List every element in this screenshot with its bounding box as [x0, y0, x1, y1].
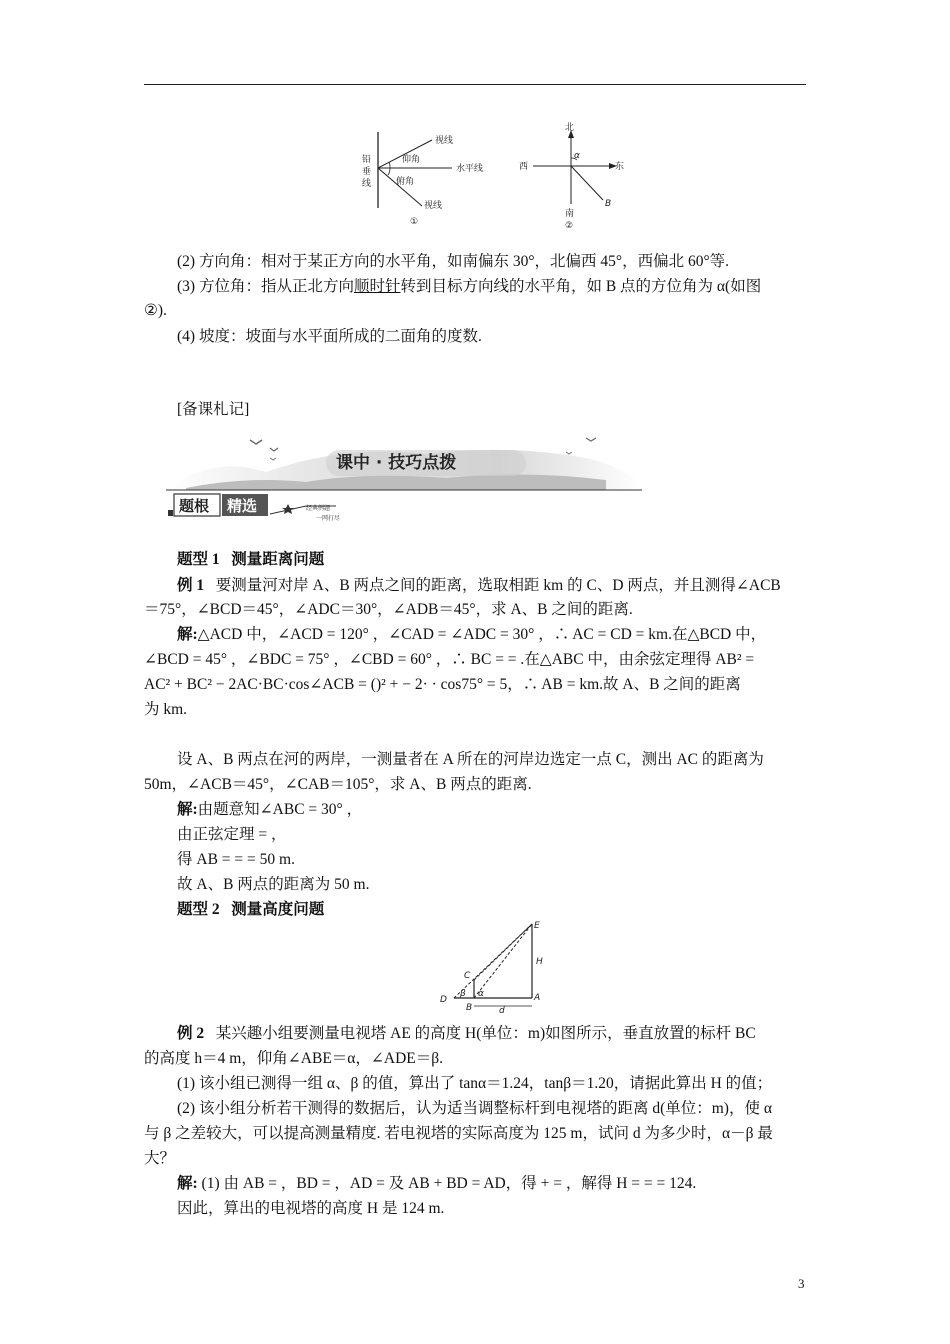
ex2-s1-text: (1) 由 AB = ，BD = ，AD = 及 AB + BD = AD，得 + = ，解得 H = = = 124.: [201, 1175, 697, 1192]
fig3-beta: β: [460, 989, 466, 999]
azimuth-text-1: (3) 方位角：指从正北方向: [177, 278, 354, 295]
ex2-sol-label: 解:: [177, 1175, 198, 1192]
para-azimuth-cont: ②).: [144, 302, 167, 319]
ex2-q1: [144, 1022, 847, 1046]
banner-title: 课中 · 技巧点拨: [336, 453, 457, 473]
ex1-q1-text: 要测量河对岸 A、B 两点之间的距离，选取相距 km 的 C、D 两点，并且测得∠ACB: [215, 577, 781, 594]
fig3-b: B: [466, 1003, 473, 1013]
ex2-q1-text: 某兴趣小组要测量电视塔 AE 的高度 H(单位：m)如图所示，垂直放置的标杆 BC: [215, 1025, 756, 1042]
ex2-q6: 大？: [144, 1150, 176, 1167]
banner-small-2: 一网打尽: [316, 515, 341, 522]
ex2-s1: [144, 1172, 847, 1196]
azimuth-underlined: 顺时针: [353, 278, 401, 295]
notes-label: [备课札记]: [177, 401, 250, 418]
page-number: 3: [798, 1276, 805, 1291]
fig3-h: H: [536, 957, 543, 967]
fig3-c: C: [464, 971, 471, 981]
ex1-s4: 为 km.: [144, 701, 188, 718]
para-azimuth: [144, 275, 847, 299]
fig3-a: A: [534, 993, 541, 1003]
type2-label: 题型 2: [177, 901, 220, 918]
banner-tag-a: 题根: [179, 497, 210, 515]
fig2-b: B: [605, 199, 612, 209]
fig1-number: ①: [410, 217, 419, 227]
fig2-north: 北: [565, 123, 575, 133]
fig3-alpha: α: [478, 989, 484, 999]
banner-small-1: 经典例题: [306, 505, 331, 512]
fig1-vertical-2: 垂: [362, 167, 372, 177]
section-banner: [166, 424, 642, 524]
type1-heading: [144, 548, 847, 572]
ex1-s1-text: △ACD 中，∠ACD = 120° ，∠CAD = ∠ADC = 30° ，∴ AC = CD = km.在△BCD 中，: [197, 626, 767, 643]
figure-elevation-depression: [360, 128, 510, 230]
ex2-s2: 因此，算出的电视塔的高度 H 是 124 m.: [177, 1200, 445, 1217]
fig1-sight-bottom: 视线: [424, 201, 443, 211]
ex1-s2: ∠BCD = 45° ，∠BDC = 75° ，∠CBD = 60° ，∴ BC = = .在△ABC 中，由余弦定理得 AB² =: [144, 651, 755, 668]
figure-tower: [436, 916, 556, 1014]
ex1-s1: [144, 623, 847, 647]
var1-s1: [144, 798, 847, 822]
ex2-q3: (1) 该小组已测得一组 α、β 的值，算出了 tanα＝1.24，tanβ＝1.20，请据此算出 H 的值；: [177, 1075, 773, 1092]
fig3-d-length: d: [499, 1006, 505, 1014]
fig2-east: 东: [615, 162, 625, 172]
banner-tag-b: 精选: [227, 497, 258, 515]
fig2-number: ②: [565, 221, 574, 231]
ex1-q2: ＝75°，∠BCD＝45°，∠ADC＝30°，∠ADB＝45°，求 A、B 之间的距离.: [144, 601, 633, 618]
var1-s4: 故 A、B 两点的距离为 50 m.: [177, 876, 370, 893]
var1-s1-text: 由题意知∠ABC = 30° ，: [197, 801, 363, 818]
figure-compass: [515, 120, 635, 234]
type2-title: 测量高度问题: [231, 901, 325, 918]
fig1-vertical-3: 线: [362, 179, 372, 189]
ex1-q1: [144, 574, 847, 598]
fig1-sight-top: 视线: [435, 136, 454, 146]
var1-q1: 设 A、B 两点在河的两岸，一测量者在 A 所在的河岸边选定一点 C，测出 AC 的距离为: [177, 751, 764, 768]
fig1-vertical-1: 铅: [362, 155, 372, 165]
ex2-label: 例 2: [177, 1025, 205, 1042]
ex1-s3: AC² + BC² − 2AC·BC·cos∠ACB = ()² + − 2· · cos75° = 5，∴ AB = km.故 A、B 之间的距离: [144, 676, 741, 693]
fig2-west: 西: [519, 162, 529, 172]
var1-s3: 得 AB = = = 50 m.: [177, 851, 295, 868]
fig1-depression: 俯角: [396, 177, 415, 187]
header-rule: [144, 84, 806, 85]
var1-s2: 由正弦定理 = ，: [177, 826, 287, 843]
ex2-q2: 的高度 h＝4 m，仰角∠ABE＝α，∠ADE＝β.: [144, 1050, 444, 1067]
fig3-d-point: D: [440, 995, 447, 1005]
type1-label: 题型 1: [177, 551, 220, 568]
ex1-sol-label: 解:: [177, 626, 198, 643]
fig2-alpha: α: [574, 151, 580, 161]
var1-sol-label: 解:: [177, 801, 198, 818]
ex2-q4: (2) 该小组分析若干测得的数据后，认为适当调整标杆到电视塔的距离 d(单位：m)，使 α: [177, 1100, 772, 1117]
para-slope: (4) 坡度：坡面与水平面所成的二面角的度数.: [177, 328, 482, 345]
fig3-e: E: [534, 921, 540, 931]
fig1-horizontal: 水平线: [456, 164, 484, 174]
para-direction-angle: (2) 方向角：相对于某正方向的水平角，如南偏东 30°，北偏西 45°，西偏北 60°等.: [177, 253, 730, 270]
ex1-label: 例 1: [177, 577, 205, 594]
ex2-q5: 与 β 之差较大，可以提高测量精度. 若电视塔的实际高度为 125 m，试问 d 为多少时，α－β 最: [144, 1125, 773, 1142]
fig2-south: 南: [565, 209, 575, 219]
fig1-elevation: 仰角: [402, 155, 421, 165]
var1-q2: 50m，∠ACB＝45°，∠CAB＝105°，求 A、B 两点的距离.: [144, 776, 532, 793]
type1-title: 测量距离问题: [231, 551, 325, 568]
azimuth-text-2: 转到目标方向线的水平角，如 B 点的方位角为 α(如图: [400, 278, 762, 295]
